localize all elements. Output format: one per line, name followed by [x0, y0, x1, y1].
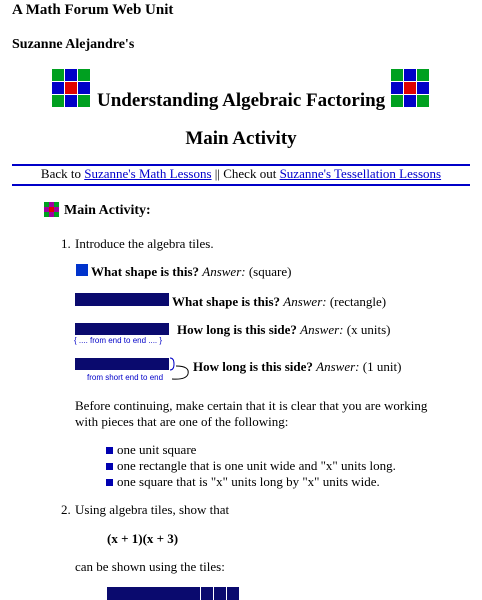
page-title: Understanding Algebraic Factoring [97, 90, 386, 111]
long-side-note: { .... from end to end .... } [74, 336, 163, 345]
answer-label: Answer: [202, 264, 246, 279]
list-item: one square that is "x" units long by "x" units wide. [106, 474, 396, 490]
short-side-tile [75, 358, 169, 370]
question-square [91, 264, 291, 280]
nav-back-text: Back to [40, 166, 81, 181]
short-side-brace-icon [168, 356, 192, 382]
answer-long-side: (x units) [346, 322, 391, 337]
nav-bar [0, 166, 482, 182]
nav-separator: || Check out [214, 166, 277, 181]
question-short-side [193, 359, 401, 375]
x-squared-tile [107, 587, 200, 600]
section-tile-icon [44, 202, 59, 217]
tessellation-lessons-link[interactable]: Suzanne's Tessellation Lessons [279, 166, 442, 181]
section-heading: Main Activity: [64, 203, 151, 218]
question-rectangle [172, 294, 386, 310]
list-item: one unit square [106, 442, 396, 458]
x-tile [227, 587, 239, 600]
answer-short-side: (1 unit) [362, 359, 402, 374]
short-side-note: from short end to end [87, 373, 164, 382]
question-square-text: What shape is this? [91, 264, 199, 279]
tile-arrangement [107, 587, 239, 600]
step-2-number: 2. [61, 502, 71, 517]
author-name: Suzanne Alejandre's [12, 37, 135, 52]
step-2-text: Using algebra tiles, show that [75, 502, 230, 517]
bottom-divider [12, 184, 470, 186]
instruction-paragraph [75, 398, 427, 430]
answer-label: Answer: [300, 322, 344, 337]
step-1-text: Introduce the algebra tiles. [75, 236, 214, 251]
algebra-tile-logo-left [52, 69, 90, 107]
unit-square-tile [76, 264, 88, 276]
page-subtitle: Main Activity [185, 128, 297, 149]
x-tile [214, 587, 226, 600]
math-lessons-link[interactable]: Suzanne's Math Lessons [84, 166, 212, 181]
question-rectangle-text: What shape is this? [172, 294, 280, 309]
rectangle-tile [75, 293, 169, 306]
site-title: A Math Forum Web Unit [12, 2, 174, 18]
instruction-line-1: Before continuing, make certain that it is clear that you are working [75, 398, 428, 413]
answer-label: Answer: [316, 359, 360, 374]
list-item: one rectangle that is one unit wide and "x" units long. [106, 458, 396, 474]
algebra-tile-logo-right [391, 69, 429, 107]
tile-types-list [106, 442, 396, 490]
answer-rectangle: (rectangle) [329, 294, 387, 309]
answer-square: (square) [248, 264, 292, 279]
instruction-line-2: with pieces that are one of the following: [75, 414, 289, 429]
question-short-side-text: How long is this side? [193, 359, 313, 374]
answer-label: Answer: [283, 294, 327, 309]
step-1-number: 1. [61, 236, 71, 251]
x-tile [201, 587, 213, 600]
question-long-side [177, 322, 390, 338]
step-2-followup: can be shown using the tiles: [75, 559, 225, 574]
expression: (x + 1)(x + 3) [107, 531, 179, 546]
question-long-side-text: How long is this side? [177, 322, 297, 337]
long-side-tile [75, 323, 169, 335]
